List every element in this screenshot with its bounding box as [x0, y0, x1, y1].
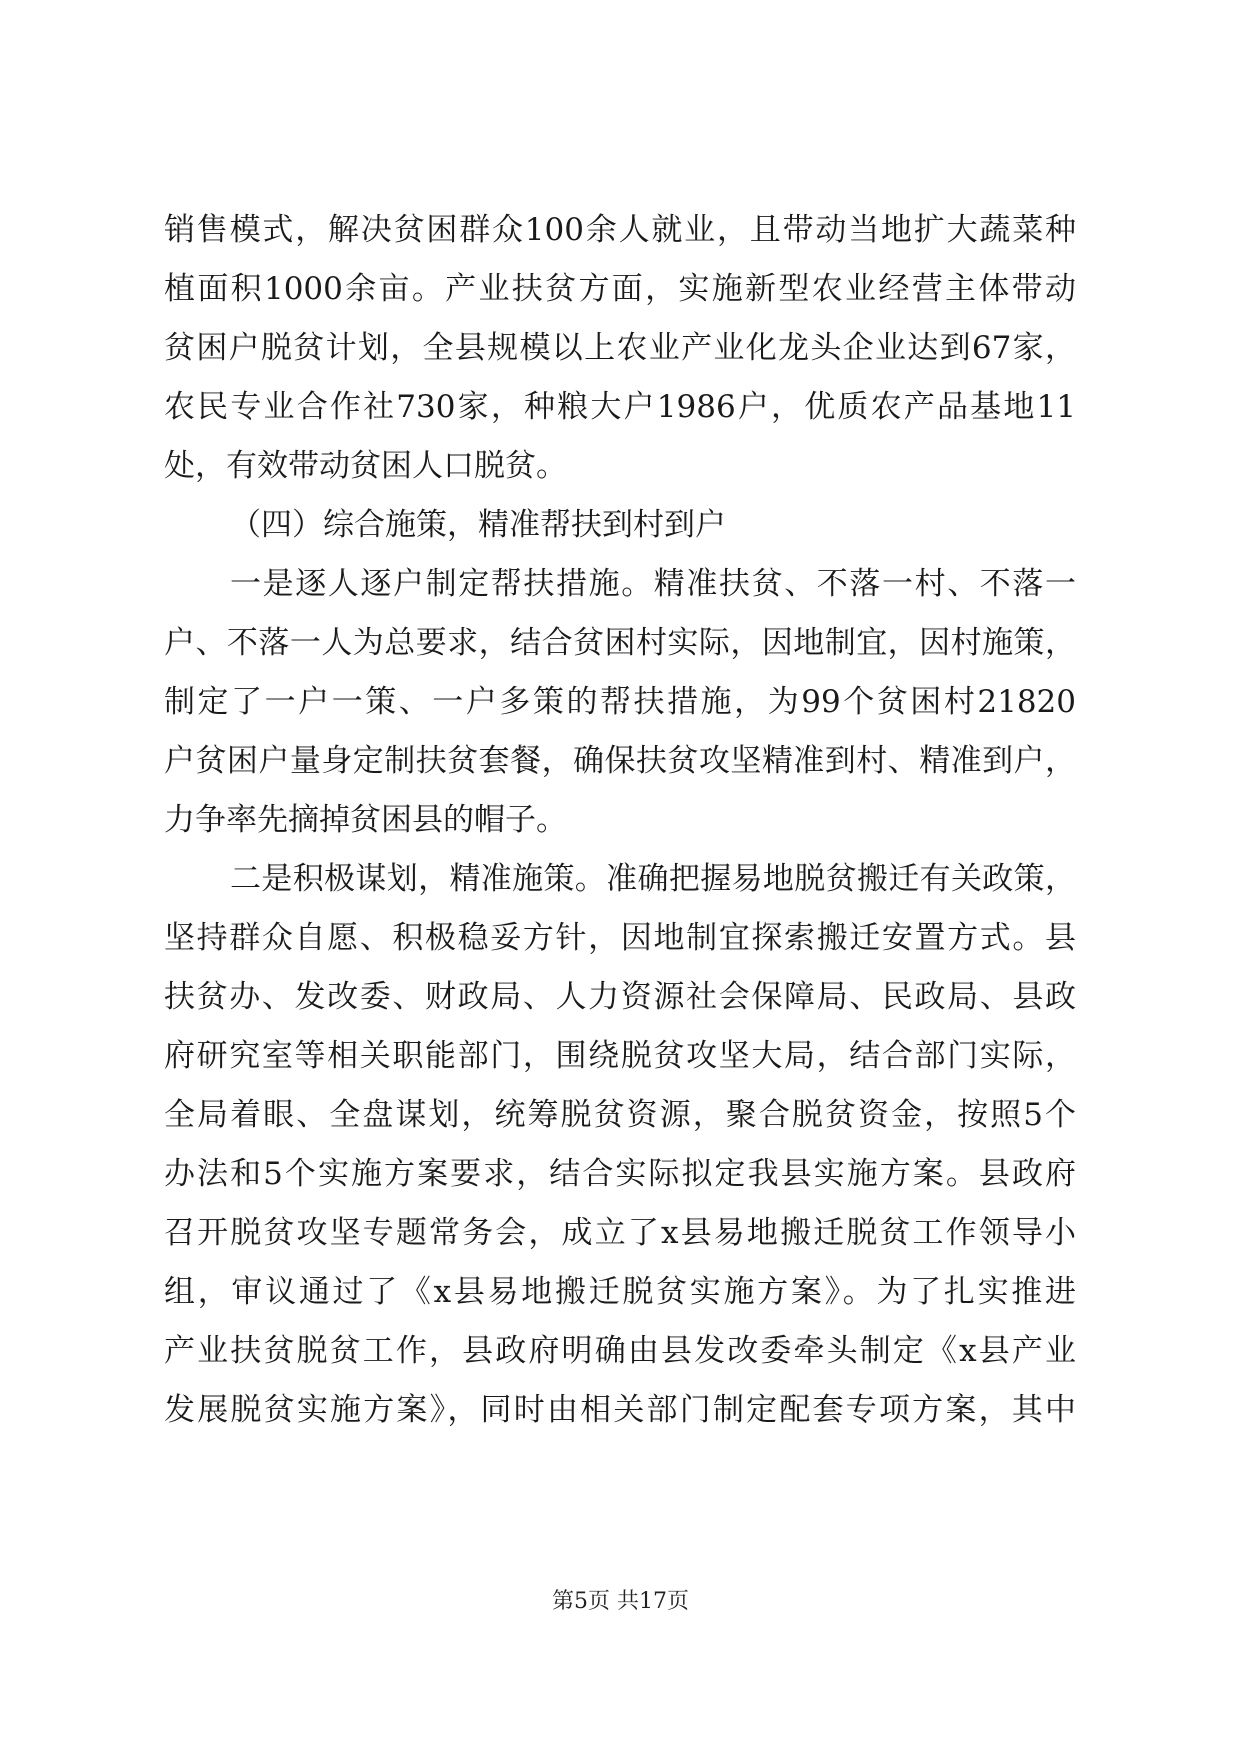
text-line: 处，有效带动贫困人口脱贫。	[164, 448, 567, 484]
text-line: 坚持群众自愿、积极稳妥方针，因地制宜探索搬迁安置方式。县	[164, 920, 1076, 956]
text-line: 府研究室等相关职能部门，围绕脱贫攻坚大局，结合部门实际，	[164, 1038, 1076, 1074]
text-line: 农民专业合作社730家，种粮大户1986户，优质农产品基地11	[164, 389, 1076, 425]
text-line: 户、不落一人为总要求，结合贫困村实际，因地制宜，因村施策，	[164, 625, 1076, 661]
text-line: 销售模式，解决贫困群众100余人就业，且带动当地扩大蔬菜种	[164, 212, 1076, 248]
paragraph-first-line: 一是逐人逐户制定帮扶措施。精准扶贫、不落一村、不落一	[230, 566, 1076, 602]
text-line: 全局着眼、全盘谋划，统筹脱贫资源，聚合脱贫资金，按照5个	[164, 1097, 1076, 1133]
text-line: 办法和5个实施方案要求，结合实际拟定我县实施方案。县政府	[164, 1156, 1076, 1192]
text-line: 制定了一户一策、一户多策的帮扶措施，为99个贫困村21820	[164, 684, 1076, 720]
text-line: 户贫困户量身定制扶贫套餐，确保扶贫攻坚精准到村、精准到户，	[164, 743, 1076, 779]
paragraph-first-line: 二是积极谋划，精准施策。准确把握易地脱贫搬迁有关政策，	[230, 861, 1076, 897]
text-line: 力争率先摘掉贫困县的帽子。	[164, 802, 567, 838]
text-line: 扶贫办、发改委、财政局、人力资源社会保障局、民政局、县政	[164, 979, 1076, 1015]
text-line: 产业扶贫脱贫工作，县政府明确由县发改委牵头制定《x县产业	[164, 1333, 1076, 1369]
text-line: 植面积1000余亩。产业扶贫方面，实施新型农业经营主体带动	[164, 271, 1076, 307]
text-line: 贫困户脱贫计划，全县规模以上农业产业化龙头企业达到67家，	[164, 330, 1076, 366]
text-line: 召开脱贫攻坚专题常务会，成立了x县易地搬迁脱贫工作领导小	[164, 1215, 1076, 1251]
section-heading: （四）综合施策，精准帮扶到村到户	[230, 507, 726, 543]
page-footer: 第5页 共17页	[552, 1589, 689, 1614]
text-line: 组，审议通过了《x县易地搬迁脱贫实施方案》。为了扎实推进	[164, 1274, 1076, 1310]
text-line: 发展脱贫实施方案》，同时由相关部门制定配套专项方案，其中	[164, 1392, 1076, 1428]
